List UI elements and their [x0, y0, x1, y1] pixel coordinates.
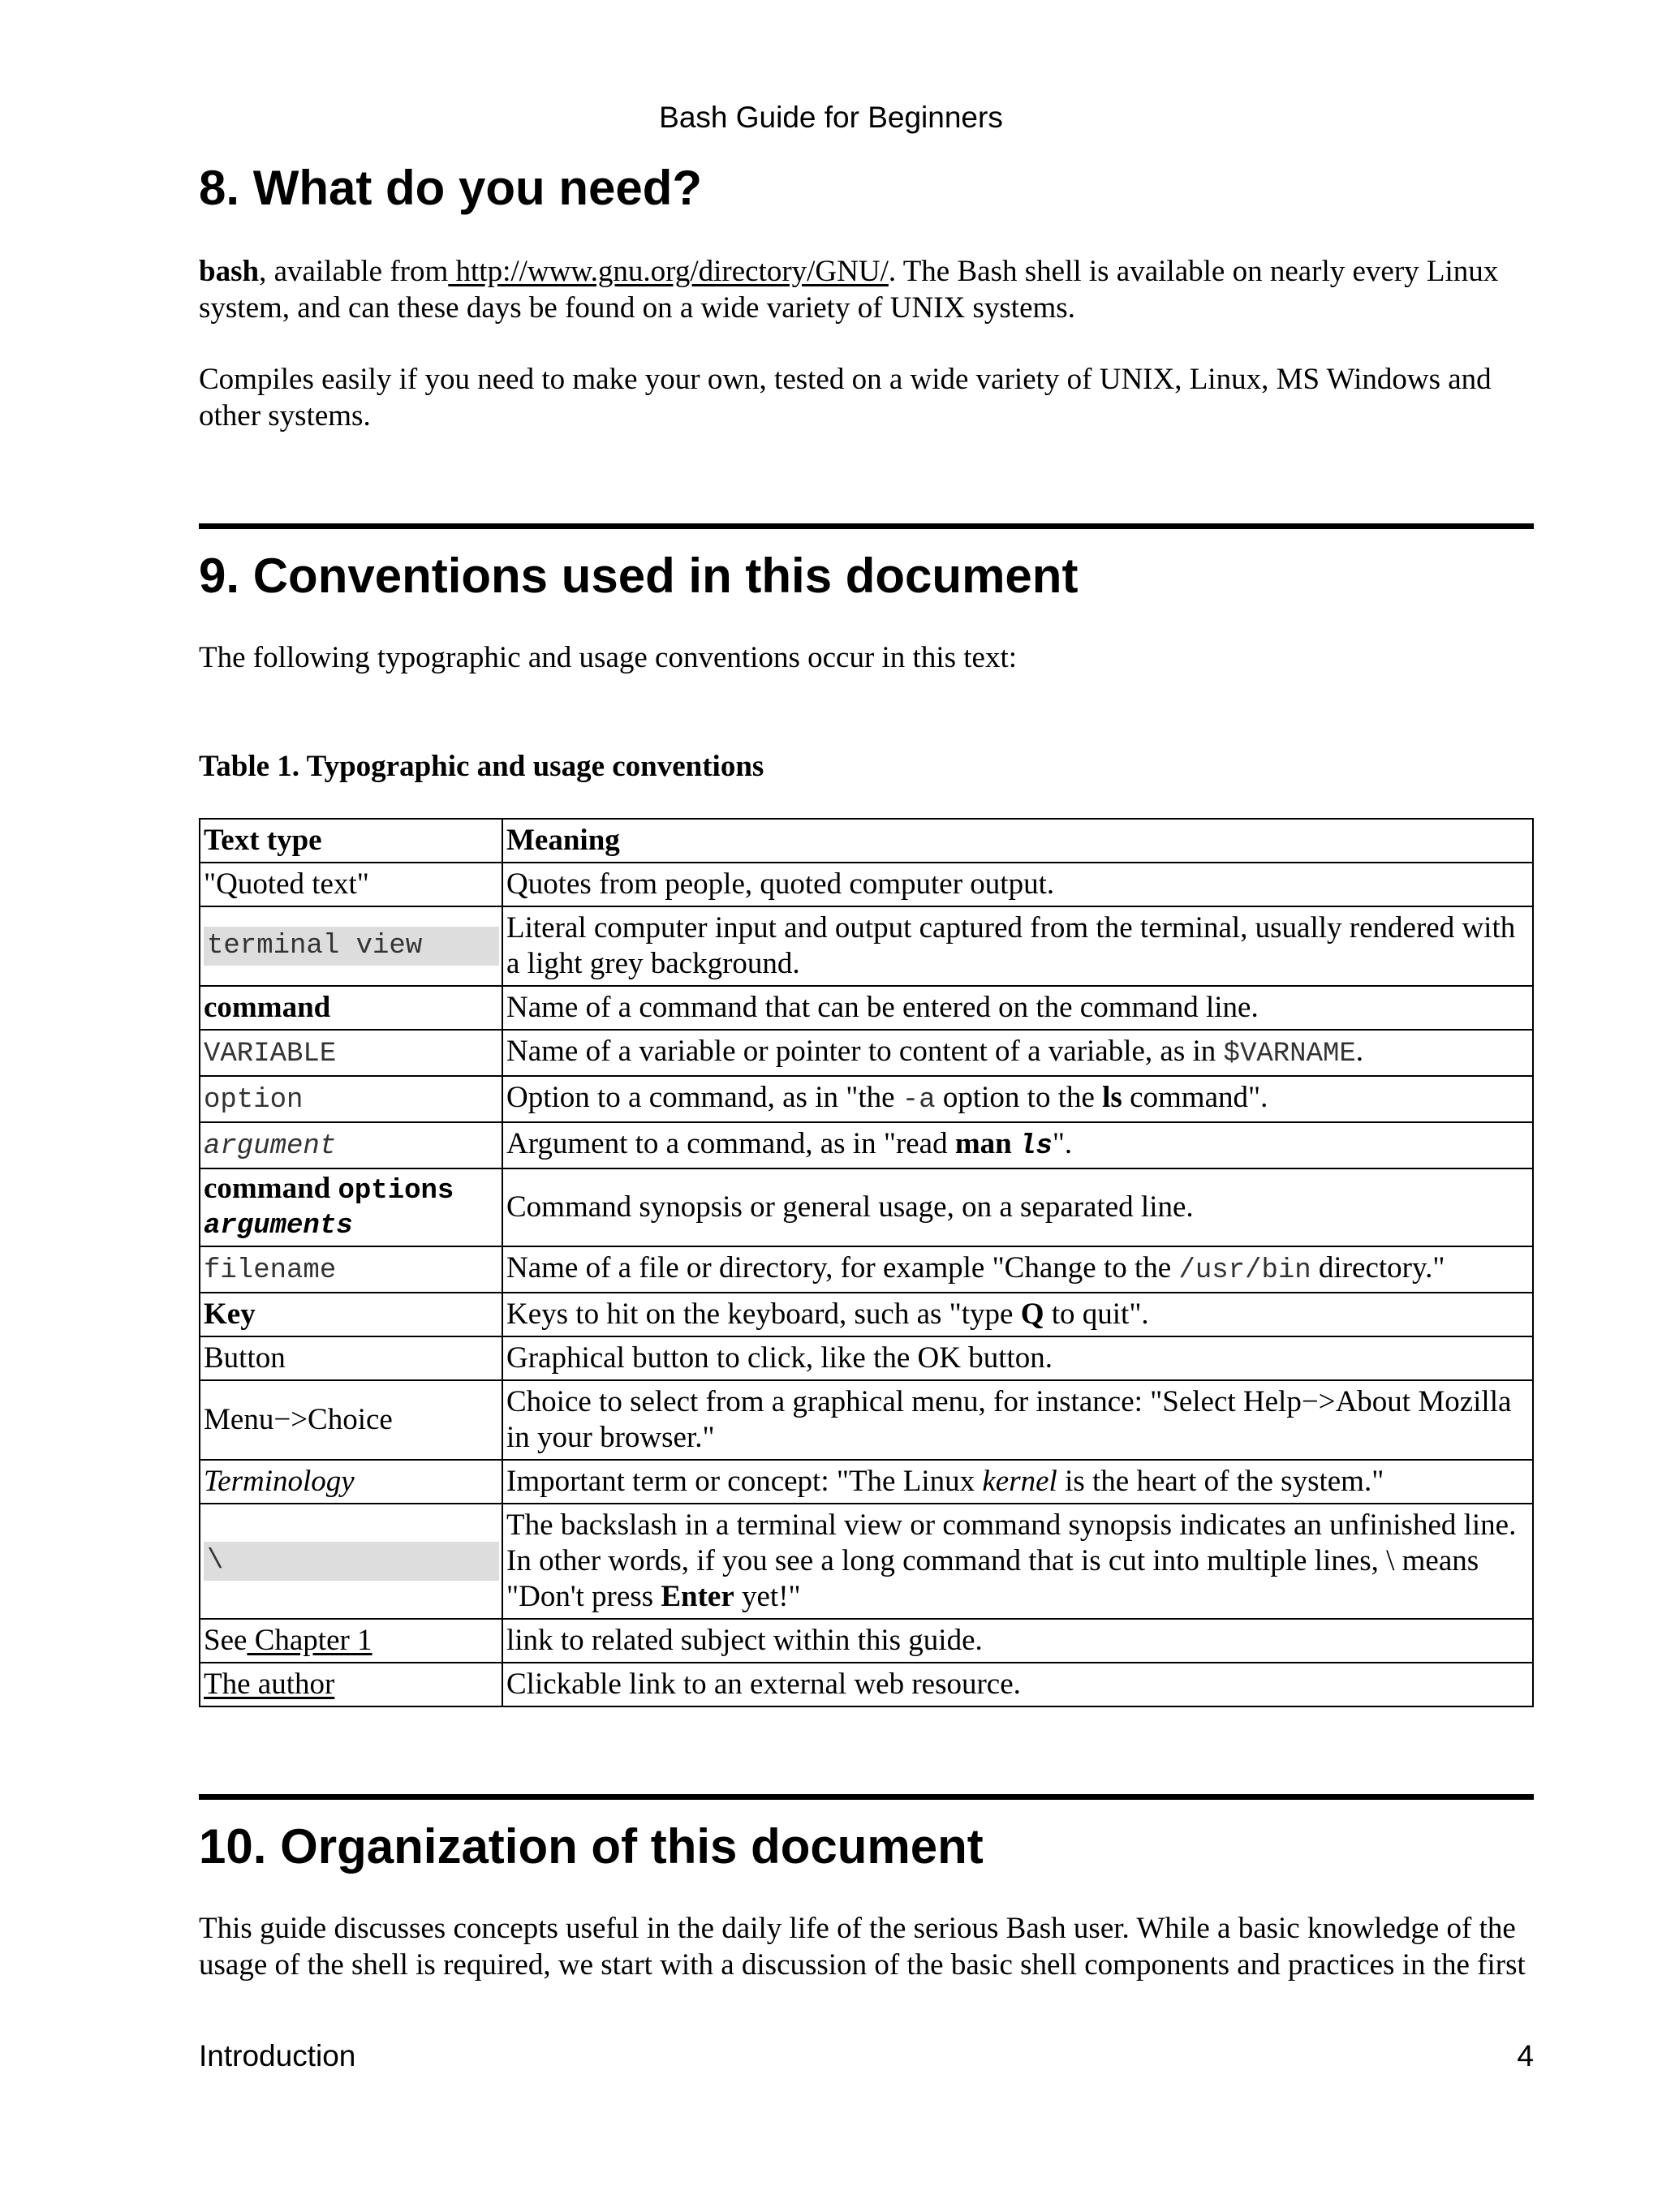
table-row: [200, 1076, 1533, 1122]
cell-type: option: [200, 1076, 502, 1122]
text: , available from: [259, 255, 449, 288]
cell-type: argument: [200, 1122, 502, 1168]
gnu-directory-link[interactable]: http://www.gnu.org/directory/GNU/: [448, 255, 889, 288]
table-caption: Table 1. Typographic and usage conventions: [199, 750, 764, 783]
cell-meaning: The backslash in a terminal view or command synopsis indicates an unfinished line. In other words, if you see a long command that is cut into multiple lines, \ means "Don't press Enter yet!": [502, 1504, 1533, 1619]
cell-type: Button: [200, 1336, 502, 1380]
table-row: [200, 1504, 1533, 1619]
table-row: [200, 1336, 1533, 1380]
table-row: [200, 1380, 1533, 1460]
table-row: [200, 1663, 1533, 1706]
table-row: [200, 863, 1533, 906]
table-row: [200, 1168, 1533, 1246]
cell-meaning: Argument to a command, as in "read man ls".: [502, 1122, 1533, 1168]
cell-type: Terminology: [200, 1460, 502, 1504]
cell-meaning: Name of a variable or pointer to content of a variable, as in $VARNAME.: [502, 1030, 1533, 1076]
cell-meaning: Option to a command, as in "the -a option to the ls command".: [502, 1076, 1533, 1122]
author-link[interactable]: The author: [204, 1668, 335, 1701]
cell-meaning: Command synopsis or general usage, on a separated line.: [502, 1168, 1533, 1246]
backslash-sample: \: [204, 1542, 499, 1581]
table-row: [200, 1619, 1533, 1663]
cell-meaning: Keys to hit on the keyboard, such as "type Q to quit".: [502, 1293, 1533, 1336]
header-meaning: Meaning: [502, 819, 1533, 863]
bash-term: bash: [199, 255, 260, 288]
section-8-title: 8. What do you need?: [199, 161, 703, 215]
terminal-view-sample: terminal view: [204, 927, 499, 966]
section-10-title: 10. Organization of this document: [199, 1819, 984, 1874]
section-8-paragraph-2: Compiles easily if you need to make your own, tested on a wide variety of UNIX, Linux, MS Windows and other systems.: [199, 363, 1492, 433]
section-9-title: 9. Conventions used in this document: [199, 549, 1079, 603]
cell-meaning: Name of a command that can be entered on the command line.: [502, 986, 1533, 1030]
cell-type: See Chapter 1: [200, 1619, 502, 1663]
chapter-1-link[interactable]: Chapter 1: [247, 1624, 372, 1657]
table-row: [200, 906, 1533, 986]
table-row: [200, 986, 1533, 1030]
cell-type: "Quoted text": [200, 863, 502, 906]
cell-type: filename: [200, 1246, 502, 1293]
cell-type: command options arguments: [200, 1168, 502, 1246]
conventions-table: [199, 818, 1534, 1707]
cell-type: [200, 1504, 502, 1619]
cell-type: [200, 1663, 502, 1706]
cell-type: [200, 906, 502, 986]
cell-meaning: Literal computer input and output captured from the terminal, usually rendered with a light grey background.: [502, 906, 1533, 986]
table-header-row: [200, 819, 1533, 863]
footer-chapter: Introduction: [199, 2039, 356, 2072]
cell-meaning: link to related subject within this guide.: [502, 1619, 1533, 1663]
footer-page-number: 4: [1517, 2039, 1534, 2072]
table-row: [200, 1030, 1533, 1076]
section-divider: [199, 1794, 1534, 1800]
section-10-paragraph: This guide discusses concepts useful in the daily life of the serious Bash user. While a basic knowledge of the usage of the shell is required, we start with a discussion of the basic shell components and practices in the first: [199, 1912, 1526, 1982]
cell-meaning: Choice to select from a graphical menu, for instance: "Select Help−>About Mozilla in your browser.": [502, 1380, 1533, 1460]
cell-type: Key: [200, 1293, 502, 1336]
running-header: Bash Guide for Beginners: [659, 101, 1003, 134]
cell-meaning: Name of a file or directory, for example "Change to the /usr/bin directory.": [502, 1246, 1533, 1293]
cell-type: Menu−>Choice: [200, 1380, 502, 1460]
text: . The Bash shell is available on nearly every Linux system, and can these days be found on a wide variety of UNIX systems.: [199, 255, 1499, 325]
cell-type: VARIABLE: [200, 1030, 502, 1076]
section-9-intro: The following typographic and usage conventions occur in this text:: [199, 641, 1018, 674]
section-divider: [199, 523, 1534, 529]
table-row: [200, 1246, 1533, 1293]
cell-meaning: Quotes from people, quoted computer output.: [502, 863, 1533, 906]
cell-meaning: Important term or concept: "The Linux kernel is the heart of the system.": [502, 1460, 1533, 1504]
table-row: [200, 1293, 1533, 1336]
cell-meaning: Clickable link to an external web resource.: [502, 1663, 1533, 1706]
cell-meaning: Graphical button to click, like the OK button.: [502, 1336, 1533, 1380]
header-text-type: Text type: [200, 819, 502, 863]
table-row: [200, 1460, 1533, 1504]
section-8-paragraph-1: [199, 253, 1530, 326]
table-row: [200, 1122, 1533, 1168]
cell-type: command: [200, 986, 502, 1030]
